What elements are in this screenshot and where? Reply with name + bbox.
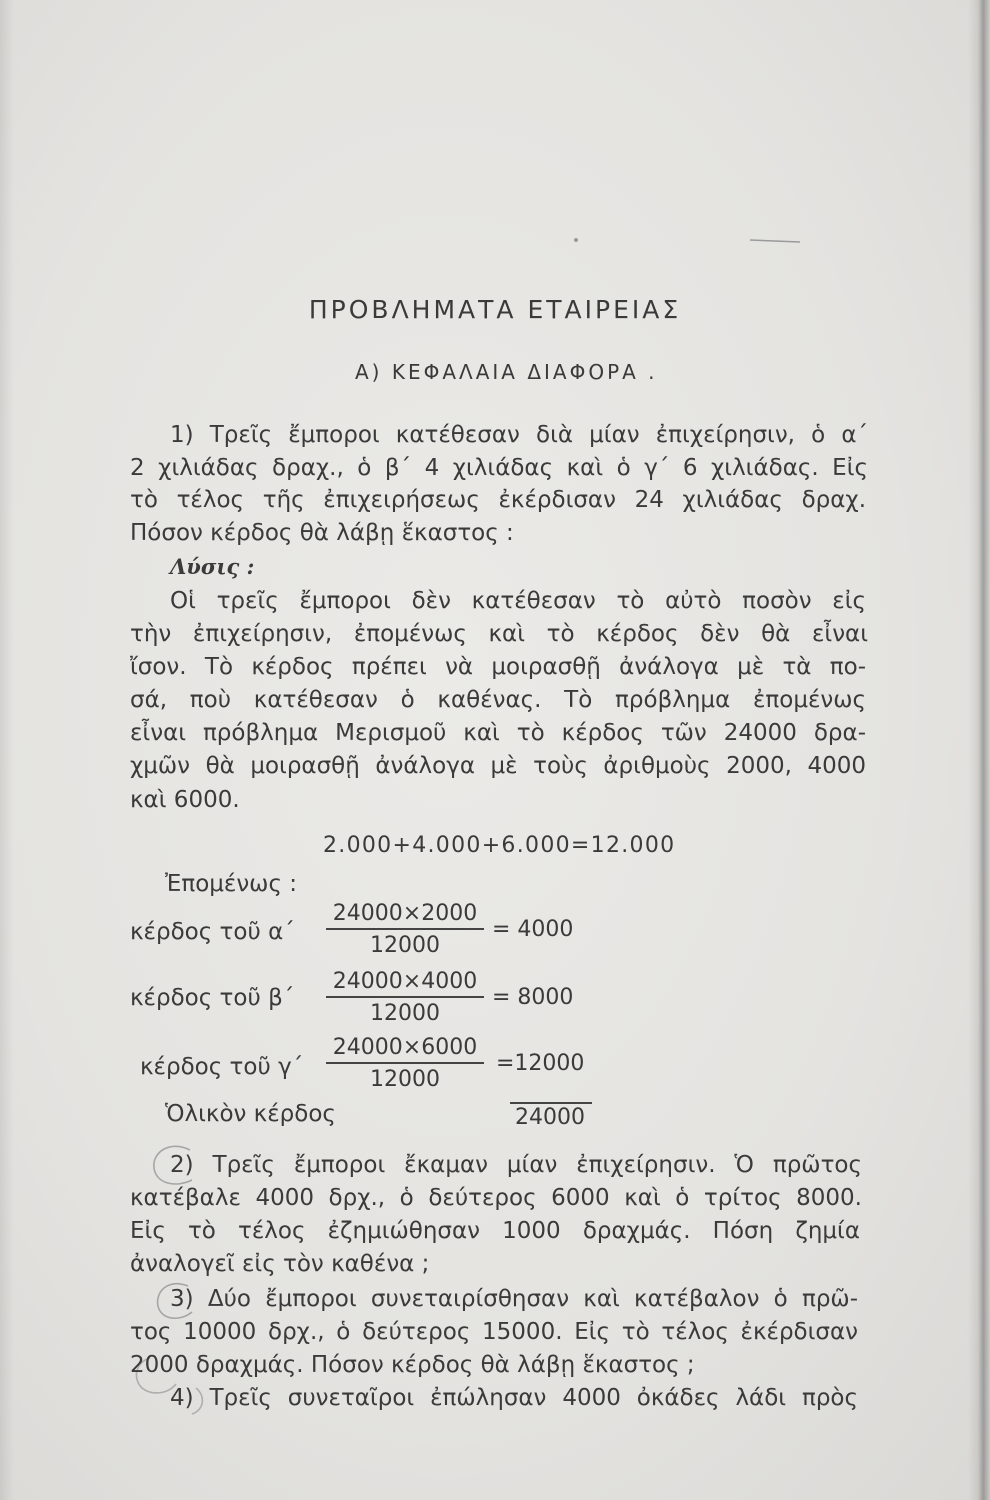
share-fraction	[326, 1035, 484, 1093]
solution-line: τὴν ἐπιχείρησιν, ἐπομένως καὶ τὸ κέρδος δὲν θὰ εἶναι	[130, 621, 868, 647]
problem-3-line: 3) Δύο ἔμποροι συνεταιρίσθησαν καὶ κατέβαλον ὁ πρῶ-	[170, 1286, 858, 1312]
share-fraction	[326, 901, 484, 959]
problem-2-line: κατέβαλε 4000 δρχ., ὁ δεύτερος 6000 καὶ ὁ τρίτος 8000.	[130, 1185, 862, 1211]
problem-3-line: 2000 δραχμάς. Πόσον κέρδος θὰ λάβῃ ἕκαστος ;	[130, 1352, 695, 1378]
problem-1-line: 2 χιλιάδας δραχ., ὁ β΄ 4 χιλιάδας καὶ ὁ γ΄ 6 χιλιάδας. Εἰς	[130, 455, 868, 481]
problem-1-line: 1) Τρεῖς ἔμποροι κατέθεσαν διὰ μίαν ἐπιχείρησιν, ὁ α΄	[170, 422, 868, 448]
problem-2-line: Εἰς τὸ τέλος ἐζημιώθησαν 1000 δραχμάς. Πόση ζημία	[130, 1218, 860, 1244]
share-fraction	[326, 969, 484, 1027]
solution-line: χμῶν θὰ μοιρασθῇ ἀνάλογα μὲ τοὺς ἀριθμοὺς 2000, 4000	[130, 753, 866, 779]
fraction-bar	[326, 928, 484, 930]
total-value: 24000	[515, 1105, 585, 1130]
total-label: Ὁλικὸν κέρδος	[165, 1101, 336, 1127]
share-label: κέρδος τοῦ β΄	[130, 985, 295, 1011]
page-title: ΠΡΟΒΛΗΜΑΤΑ ΕΤΑΙΡΕΙΑΣ	[308, 295, 682, 324]
solution-heading: Λύσις :	[170, 554, 255, 579]
speck	[750, 240, 800, 242]
solution-line: σά, ποὺ κατέθεσαν ὁ καθένας. Τὸ πρόβλημα ἐπομένως	[130, 687, 866, 713]
solution-line: εἶναι πρόβλημα Μερισμοῦ καὶ τὸ κέρδος τῶν 24000 δρα-	[130, 720, 866, 746]
fraction-denominator: 12000	[370, 1000, 440, 1026]
share-label: κέρδος τοῦ α΄	[130, 919, 295, 945]
fraction-numerator: 24000×2000	[332, 901, 478, 926]
solution-line: ἴσον. Τὸ κέρδος πρέπει νὰ μοιρασθῇ ἀνάλογα μὲ τὰ πο-	[130, 654, 866, 680]
problem-1-line: τὸ τέλος τῆς ἐπιχειρήσεως ἐκέρδισαν 24 χιλιάδας δραχ.	[130, 487, 866, 513]
sum-equation: 2.000+4.000+6.000=12.000	[323, 833, 676, 858]
problem-4-line: 4) Τρεῖς συνεταῖροι ἐπώλησαν 4000 ὀκάδες λάδι πρὸς	[170, 1385, 858, 1411]
problem-2-line: 2) Τρεῖς ἔμποροι ἔκαμαν μίαν ἐπιχείρησιν. Ὁ πρῶτος	[170, 1152, 862, 1178]
share-result: = 8000	[492, 985, 574, 1010]
solution-line: καὶ 6000.	[130, 787, 240, 813]
problem-2-line: ἀναλογεῖ εἰς τὸν καθένα ;	[130, 1251, 430, 1277]
fraction-denominator: 12000	[370, 1066, 440, 1092]
fraction-bar	[326, 996, 484, 998]
problem-1-line: Πόσον κέρδος θὰ λάβῃ ἕκαστος :	[130, 520, 514, 546]
share-result: =12000	[496, 1051, 585, 1076]
share-label: κέρδος τοῦ γ΄	[140, 1054, 304, 1080]
fraction-bar	[326, 1062, 484, 1064]
section-heading: Α) ΚΕΦΑΛΑΙΑ ΔΙΑΦΟΡΑ .	[355, 360, 658, 384]
problem-3-line: τος 10000 δρχ., ὁ δεύτερος 15000. Εἰς τὸ τέλος ἐκέρδισαν	[130, 1319, 858, 1345]
fraction-numerator: 24000×6000	[332, 1035, 478, 1060]
solution-line: Οἱ τρεῖς ἔμποροι δὲν κατέθεσαν τὸ αὐτὸ ποσὸν εἰς	[170, 588, 866, 614]
fraction-denominator: 12000	[370, 932, 440, 958]
therefore-label: Ἐπομένως :	[165, 871, 298, 897]
share-result: = 4000	[492, 917, 574, 942]
speck	[574, 238, 578, 242]
fraction-numerator: 24000×4000	[332, 969, 478, 994]
